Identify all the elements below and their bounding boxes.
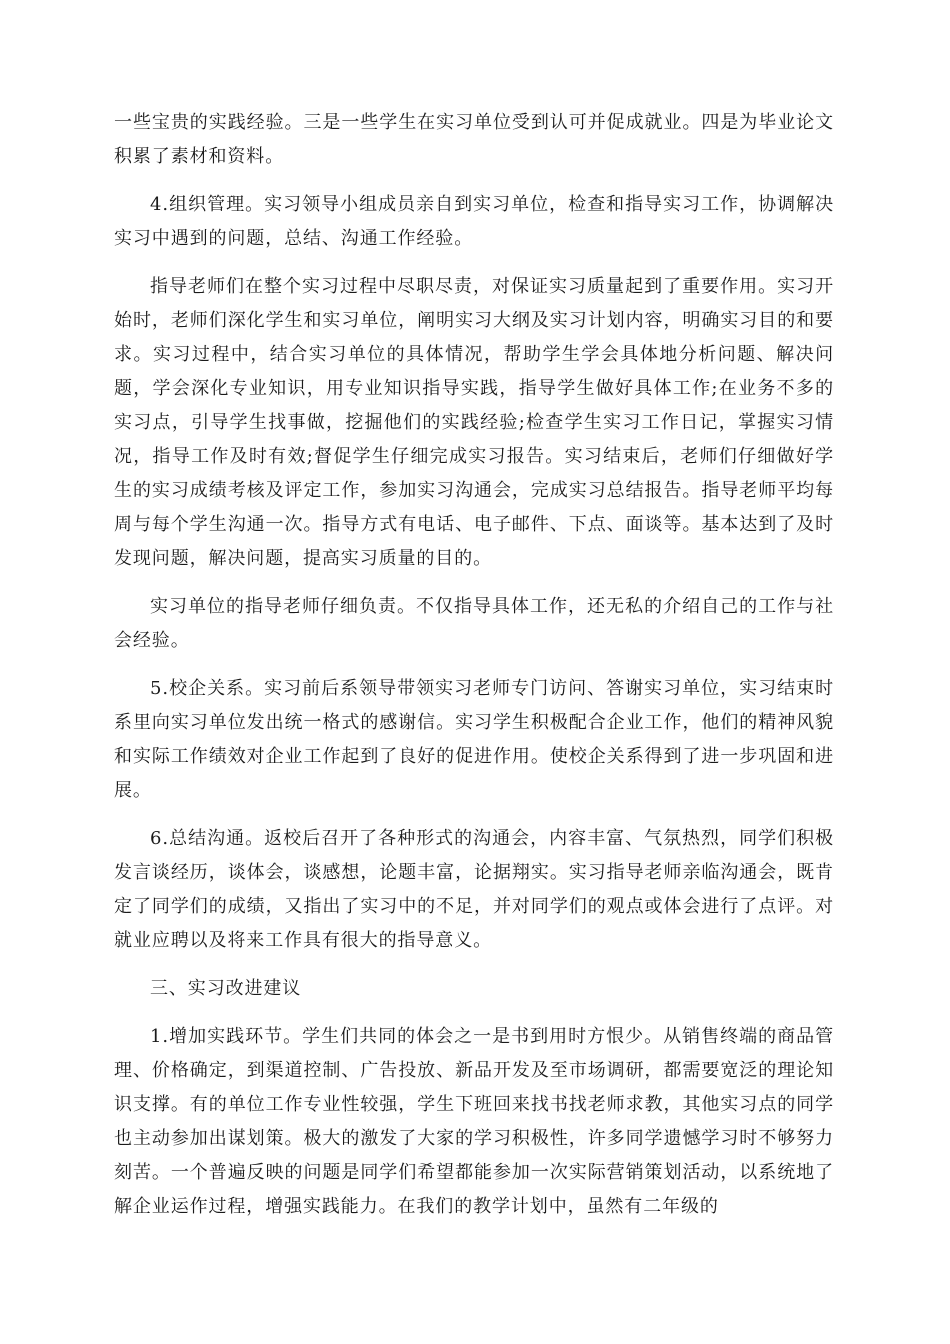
paragraph-unit-instructors: 实习单位的指导老师仔细负责。不仅指导具体工作，还无私的介绍自己的工作与社会经验。 xyxy=(114,596,834,651)
paragraph-continued: 一些宝贵的实践经验。三是一些学生在实习单位受到认可并促成就业。四是为毕业论文积累了素材和资料。 xyxy=(114,112,834,167)
paragraph-summary-communication: 6.总结沟通。返校后召开了各种形式的沟通会，内容丰富、气氛热烈，同学们积极发言谈经历，谈体会，谈感想，论题丰富，论据翔实。实习指导老师亲临沟通会，既肯定了同学们的成绩，又指出了实习中的不足，并对同学们的观点或体会进行了点评。对就业应聘以及将来工作具有很大的指导意义。 xyxy=(114,828,834,951)
paragraph-increase-practice: 1.增加实践环节。学生们共同的体会之一是书到用时方恨少。从销售终端的商品管理、价格确定，到渠道控制、广告投放、新品开发及至市场调研，都需要宽泛的理论知识支撑。有的单位工作专业性较强，学生下班回来找书找老师求教，其他实习点的同学也主动参加出谋划策。极大的激发了大家的学习积极性，许多同学遗憾学习时不够努力刻苦。一个普遍反映的问题是同学们希望都能参加一次实际营销策划活动，以系统地了解企业运作过程，增强实践能力。在我们的教学计划中，虽然有二年级的 xyxy=(114,1026,834,1217)
document-body xyxy=(114,106,834,1238)
paragraph-organization-management: 4.组织管理。实习领导小组成员亲自到实习单位，检查和指导实习工作，协调解决实习中遇到的问题，总结、沟通工作经验。 xyxy=(114,194,834,249)
section-heading: 三、实习改进建议 xyxy=(150,978,302,999)
paragraph-school-enterprise: 5.校企关系。实习前后系领导带领实习老师专门访问、答谢实习单位，实习结束时系里向实习单位发出统一格式的感谢信。实习学生积极配合企业工作，他们的精神风貌和实际工作绩效对企业工作起到了良好的促进作用。使校企关系得到了进一步巩固和进展。 xyxy=(114,678,834,801)
paragraph-instructors: 指导老师们在整个实习过程中尽职尽责，对保证实习质量起到了重要作用。实习开始时，老师们深化学生和实习单位，阐明实习大纲及实习计划内容，明确实习目的和要求。实习过程中，结合实习单位的具体情况，帮助学生学会具体地分析问题、解决问题，学会深化专业知识，用专业知识指导实践，指导学生做好具体工作;在业务不多的实习点，引导学生找事做，挖掘他们的实践经验;检查学生实习工作日记，掌握实习情况，指导工作及时有效;督促学生仔细完成实习报告。实习结束后，老师们仔细做好学生的实习成绩考核及评定工作，参加实习沟通会，完成实习总结报告。指导老师平均每周与每个学生沟通一次。指导方式有电话、电子邮件、下点、面谈等。基本达到了及时发现问题，解决问题，提高实习质量的目的。 xyxy=(114,276,834,569)
